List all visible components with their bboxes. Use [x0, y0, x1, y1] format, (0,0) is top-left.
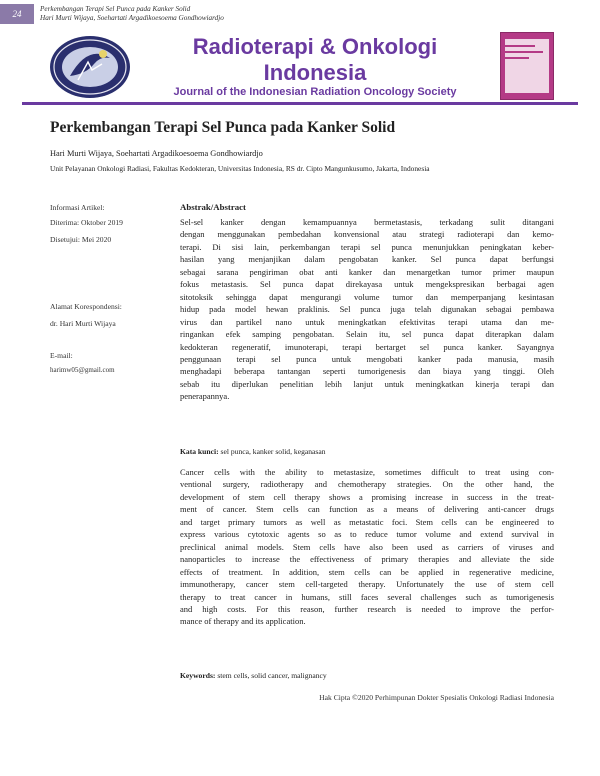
email-label: E-mail:	[50, 351, 73, 360]
journal-title	[140, 34, 490, 86]
abstract-id-line: penggunaan terapi sel punca untuk mengobati kanker pada manusia, masih	[180, 353, 554, 364]
correspondence-name: dr. Hari Murti Wijaya	[50, 319, 116, 328]
abstract-id-line: hasilan yang menjanjikan dalam pengobatan kanker. Sel punca dapat berfungsi	[180, 254, 554, 265]
article-affiliation: Unit Pelayanan Onkologi Radiasi, Fakultas Kedokteran, Universitas Indonesia, RS dr. Cipto Mangunkusumo, Jakarta, Indonesia	[50, 164, 430, 173]
keywords-en-value: stem cells, solid cancer, malignancy	[217, 671, 327, 680]
abstract-id-line: ringankan efek samping pengobatan. Selain itu, sel punca dapat diterapkan dalam	[180, 329, 554, 340]
correspondence-label: Alamat Korespondensi:	[50, 302, 122, 311]
abstract-id-line: Sel-sel kanker dengan kemampuannya bermetastasis, terkadang sulit ditangani	[180, 217, 554, 227]
abstract-english	[180, 466, 554, 628]
article-info-label: Informasi Artikel:	[50, 203, 105, 212]
email-link[interactable]: harimw05@gmail.com	[50, 366, 115, 374]
abstract-en-line: mance of therapy and its application.	[180, 616, 306, 627]
abstract-en-line: and high costs. For this reason, further research is needed to improve the perfor-	[180, 603, 554, 614]
keywords-id-value: sel punca, kanker solid, keganasan	[220, 447, 326, 456]
abstract-en-line: development of stem cell therapy shows a promising increase in success in the treat-	[180, 491, 554, 502]
cover-panel	[505, 39, 549, 93]
abstract-id-line: sebagai sarana pengiriman obat anti kanker dan menargetkan tumor primer maupun	[180, 266, 554, 277]
keywords-id-label: Kata kunci:	[180, 447, 219, 456]
running-title: Perkembangan Terapi Sel Punca pada Kanker Solid	[40, 5, 191, 13]
abstract-id-line: fokus metastasis. Sel punca dapat direkayasa untuk mengekspresikan berbagai agen	[180, 279, 554, 290]
header-rule	[22, 102, 578, 105]
abstract-id-line: sitotoksik sehingga dapat mengurangi volume tumor dan memperpanjang kesintasan	[180, 291, 554, 302]
abstract-en-line: ventional surgery, radiotherapy and chemotherapy strategies. On the other hand, the	[180, 479, 554, 490]
abstract-id-line: virus dan partikel nano untuk meningkatkan efektivitas terapi utama dan me-	[180, 316, 554, 327]
abstract-en-line: and target primary tumors as well as metastatic foci. Stem cells can be engineered to	[180, 516, 554, 527]
keywords-english	[180, 671, 327, 680]
abstract-id-line: kedokteran regeneratif, imunoterapi, terapi bertarget sel punca kanker. Sayangnya	[180, 341, 554, 352]
journal-title-line1: Radioterapi & Onkologi	[192, 34, 438, 59]
abstract-en-line: preclinical animal models. Stem cells have also been used as carriers of viruses and	[180, 541, 554, 552]
abstract-id-line: sebab itu diperlukan penelitian lebih lanjut untuk meningkatkan kinerja terapi dan	[180, 378, 554, 389]
abstract-en-line: therapy to treat cancer in humans, still faces several challenges such as tumorigenesis	[180, 591, 554, 602]
keywords-indonesian	[180, 447, 326, 456]
abstract-id-line: menghadapi beberapa tantangan seperti tumorigenesis dan biaya yang tinggi. Oleh	[180, 366, 554, 377]
article-authors: Hari Murti Wijaya, Soehartati Argadikoesoema Gondhowiardjo	[50, 149, 263, 158]
journal-title-line2: Indonesia	[263, 60, 367, 85]
cover-line	[505, 51, 543, 53]
abstract-en-line: express various cytotoxic agents so as to reduce tumor volume and extend survival in	[180, 529, 554, 540]
abstract-en-line: Cancer cells with the ability to metastasize, sometimes difficult to treat using con-	[180, 467, 554, 477]
abstract-en-line: nanoparticles to increase the effectiveness of primary therapies and alleviate the side	[180, 554, 554, 565]
received-date: Diterima: Oktober 2019	[50, 218, 123, 227]
cover-line	[505, 57, 529, 59]
journal-cover-thumbnail	[500, 32, 554, 100]
abstract-indonesian	[180, 216, 554, 403]
running-authors: Hari Murti Wijaya, Soehartati Argadikoesoema Gondhowiardjo	[40, 14, 224, 22]
abstract-en-line: immunotherapy, cancer stem cell-targeted therapy. Unfortunately the use of stem cell	[180, 579, 554, 590]
abstract-en-line: ment of cancer. Stem cells can function as a means of delivering anti-cancer drugs	[180, 504, 554, 515]
accepted-date: Disetujui: Mei 2020	[50, 235, 112, 244]
page-number: 24	[0, 4, 34, 24]
keywords-en-label: Keywords:	[180, 671, 216, 680]
copyright-notice: Hak Cipta ©2020 Perhimpunan Dokter Spesialis Onkologi Radiasi Indonesia	[319, 693, 554, 702]
cover-line	[505, 45, 535, 47]
society-logo-icon	[48, 34, 132, 100]
abstract-heading: Abstrak/Abstract	[180, 202, 246, 212]
abstract-en-line: effects of treatment. In addition, stem cells can be applied in regenerative medicine,	[180, 566, 554, 577]
article-title: Perkembangan Terapi Sel Punca pada Kanker Solid	[50, 119, 396, 136]
abstract-id-line: penerapannya.	[180, 391, 230, 402]
abstract-id-line: terapi. Di sisi lain, perkembangan terapi sel punca menunjukkan peningkatan keber-	[180, 241, 554, 252]
journal-subtitle: Journal of the Indonesian Radiation Oncology Society	[173, 86, 457, 98]
abstract-id-line: hidup pada model hewan praklinis. Sel punca juga telah digunakan sebagai pembawa	[180, 304, 554, 315]
abstract-id-line: dengan menggunakan pembedahan konvensional atau strategi radioterapi dan kemo-	[180, 229, 554, 240]
